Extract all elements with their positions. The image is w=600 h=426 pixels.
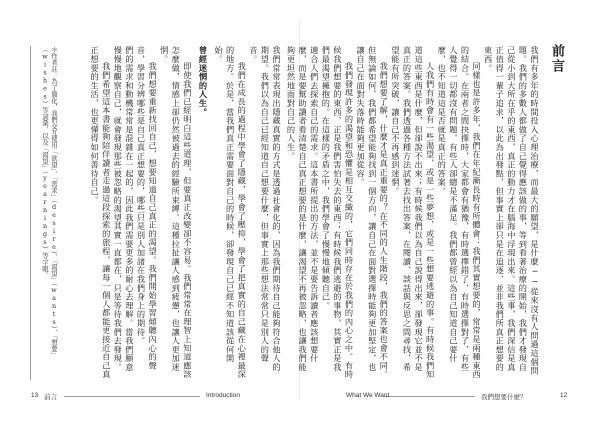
paragraph: 我們常常表現出隱藏真實的方式是透過社會化的，因為我們期待自己能夠符合他人的期望。我們以為自己已經知道自己想要什麼，但事實上那些想法常常只是別人的聲音。	[248, 46, 282, 372]
running-english-title: Introduction	[206, 392, 240, 399]
running-title: 我們想要什麼？	[481, 394, 527, 401]
page-number: 13	[31, 392, 39, 399]
footnote: ＊作者註：為了簡化，我們交互使用「欲望」、「需求」（desire）、「渴望」（wants）、「想要」（wishes）等詞彙，以及「渴望」（yearnings）等字眼。	[30, 46, 58, 380]
page-number: 12	[560, 392, 568, 399]
footer-rule	[385, 396, 475, 397]
paragraph: 們的需求和動機常常是混雜在一起的，因此我們需要更多的耐心去理解。當我們願意慢慢地觀察自己，就會發現那些被忽略的渴望其實一直都在，只是等待我們去發現。	[113, 46, 135, 372]
right-page-body	[286, 46, 540, 380]
paragraph: 適合人們去探索自己的需求。這本書所提出的方法，並不是要告訴讀者應該想要什麼，而是要幫助讀者看清楚自己真正想要的是什麼，讓渴望不再被忽略，也讓我們能夠更坦然地面對自己的人生。	[286, 46, 320, 372]
running-english-title: What We Want	[346, 392, 390, 399]
paragraph: 人我們有時會有一些渴望，或是一些夢想，或是一些想要逃避的事。有時候我們知道這些東西是什麼，但卻說不出來；有時候我們以為自己說得出來，卻發現它並不是真正的答案。我們透過各種方法試著去找出答案，在閱讀、談話與反思之間尋找，希望能有所突破，讓自己不再感到迷惘。	[390, 46, 436, 380]
footer-rule	[64, 396, 200, 397]
left-page-body	[60, 46, 282, 380]
paragraph: 同樣也是許多年，我們在年紀漸長時有所體會：我們其實想要的，常常是兩種東西的結合。在兩者之間抉擇時，大家都會有猶豫，有時選擇錯了，有時選擇對了，有些人覺得一切都沒有問題，有些人卻總是不滿足。我們都曾經以為自己知道自己要什麼，也不知道這是否就是真正的答案。	[437, 46, 483, 380]
section-subheading: 曾經迷惘的人生。	[198, 46, 209, 117]
page-title: 前言	[549, 44, 564, 74]
paragraph: 我們希望這本書能夠陪伴讀者走過這段探索的旅程，讓每一個人都能更接近自己真正想要的生活，也更懂得如何善待自己。	[90, 46, 112, 380]
paragraph: 我們想要了解，什麼才是真正重要的？在不同的人生階段，我們的答案也會不同。但無論如何，我們都希望能夠找到一個方向，讓自己在面對選擇時能夠更加堅定，也讓自己在面對失落時能夠更加從容。	[356, 46, 390, 380]
paragraph: 我們想要重新找回自己，想要知道自己真正的渴望。我們開始學習傾聽內心的聲音，學習分辨哪些是自己真正想要的，哪些只是別人加諸在我們身上的期待。	[136, 46, 159, 371]
paragraph: 我們在成長的過程中學會了隱藏，學會了壓抑，學會了把真實的自己藏在心裡最深的地方。於是，當我們真正需要面對自己的時候，卻發現自己已經不知道該從何開始。	[214, 46, 248, 380]
paragraph: 我們發現許多的渴望和恐懼是相互交織的，它們同時存在於我們的內心之中。有時候我們想要的東西，正是我們害怕失去的東西；有時候我們逃避的事物，其實正是我們最渴望擁抱的。在這樣的矛盾之中，我們學會了慢慢地傾聽自己。	[321, 46, 355, 380]
paragraph: 我們有多年的時間投入心理治療，而最大的願望，是什麼──從來沒有人問過這個問題。我們的多數人都做了自己覺得應該做的事，等到看著治療的開始，我們才發現自己從小到大所在乎的東西，真正的動力才在腦海中浮現出來。這些事，我們深信是真正值得一輩子追求，以此為出發點，但事實上卻只是在追逐、並非我們所真正想要的東西。	[483, 46, 540, 376]
paragraph: 即使我們已經明白這些道理，但要真正改變卻不容易。我們常常在理智上知道應該怎麼做，情感上卻仍然被過去的經驗所束縛。這種拉扯讓人感到疲憊，也讓人更加迷惘。	[159, 46, 193, 380]
running-title: 前言	[44, 394, 57, 401]
